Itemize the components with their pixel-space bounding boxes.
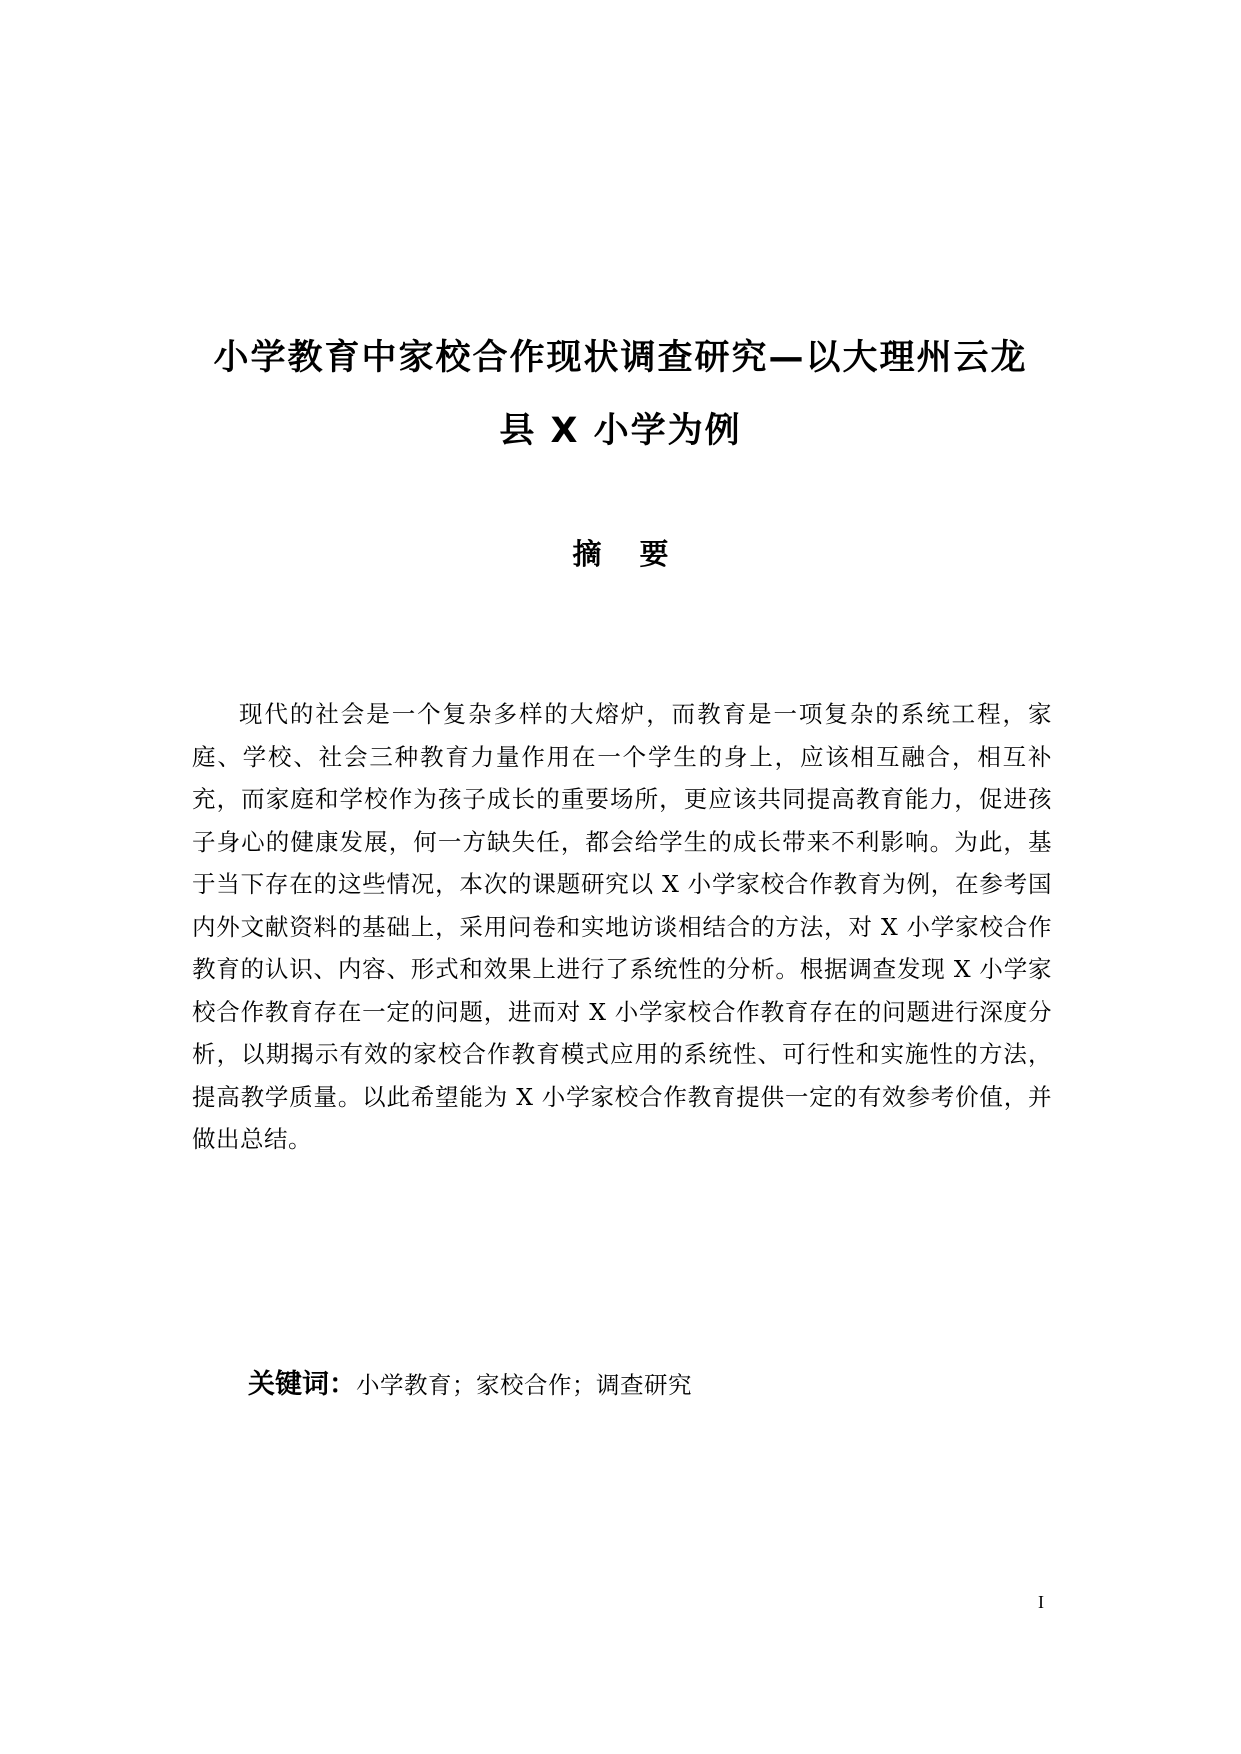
abstract-body: 现代的社会是一个复杂多样的大熔炉，而教育是一项复杂的系统工程，家庭、学校、社会三种教育力量作用在一个学生的身上，应该相互融合，相互补充，而家庭和学校作为孩子成长的重要场所，更应该共同提高教育能力，促进孩子身心的健康发展，何一方缺失任，都会给学生的成长带来不利影响。为此，基于当下存在的这些情况，本次的课题研究以 X 小学家校合作教育为例，在参考国内外文献资料的基础上，采用问卷和实地访谈相结合的方法，对 X 小学家校合作教育的认识、内容、形式和效果上进行了系统性的分析。根据调查发现 X 小学家校合作教育存在一定的问题，进而对 X 小学家校合作教育存在的问题进行深度分析，以期揭示有效的家校合作教育模式应用的系统性、可行性和实施性的方法，提高教学质量。以此希望能为 X 小学家校合作教育提供一定的有效参考价值，并做出总结。 [192,700,1052,1153]
abstract-heading-char-1: 摘 [572,537,602,571]
keywords [248,1362,692,1401]
keywords-value: 小学教育；家校合作；调查研究 [356,1371,692,1399]
page-number: I [1038,1592,1044,1612]
abstract-heading-char-2: 要 [639,537,669,571]
document-title-line-1: 小学教育中家校合作现状调查研究—以大理州云龙 [213,338,1028,378]
abstract-heading [160,532,1081,573]
keywords-label: 关键词： [248,1369,356,1400]
document-title-line-2: 县 X 小学为例 [499,411,742,451]
